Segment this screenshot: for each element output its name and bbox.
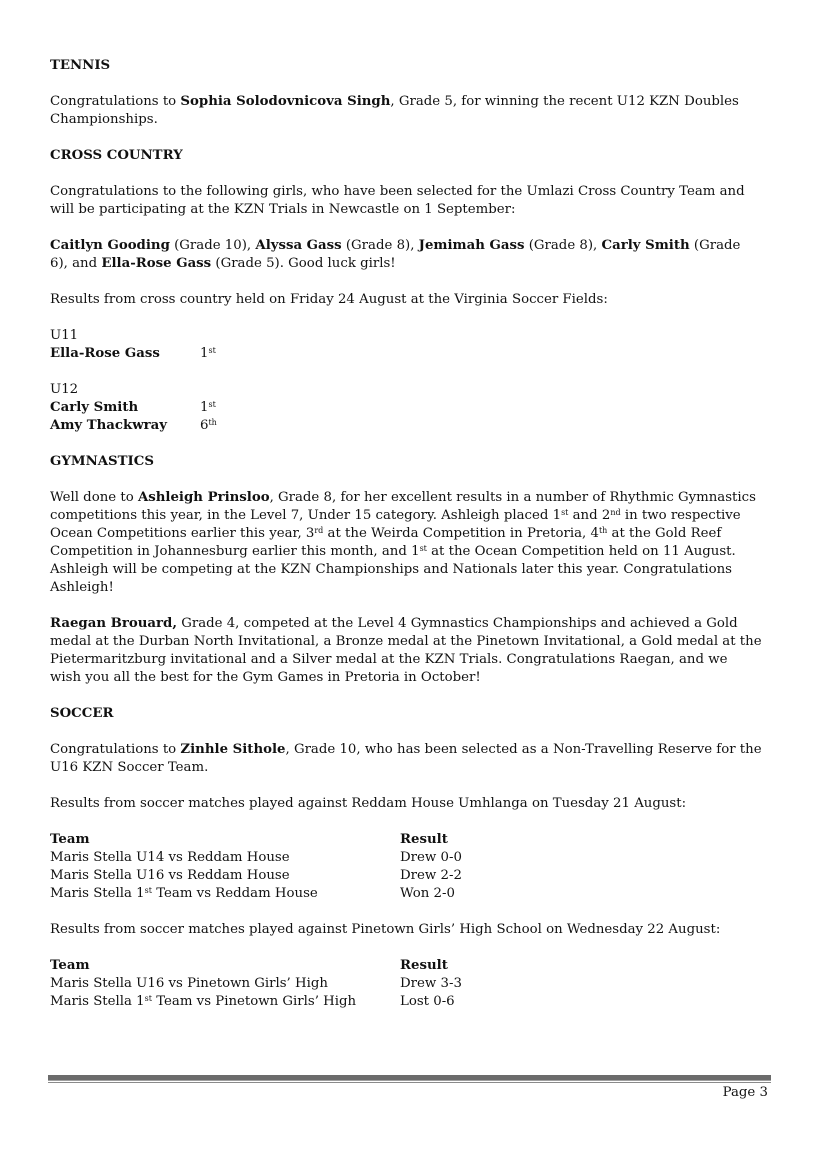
footer-divider <box>48 1075 771 1081</box>
athlete-name: Sophia Solodovnicova Singh <box>180 94 391 109</box>
team-cell <box>50 849 400 867</box>
team-cell <box>50 885 400 903</box>
ordinal-suffix: th <box>598 526 608 535</box>
text: Maris Stella U14 vs Reddam House <box>50 850 290 865</box>
text: in two respective Ocean Competitions earlier this year, 3 <box>50 508 741 541</box>
grade: (Grade 5). Good luck girls! <box>211 256 396 271</box>
position <box>200 399 216 417</box>
page-content <box>50 57 762 1029</box>
ordinal-suffix: st <box>419 544 427 553</box>
result-row <box>50 399 762 417</box>
table-header <box>50 957 762 975</box>
table-row <box>50 975 762 993</box>
result-row <box>50 345 762 363</box>
text: Team vs Reddam House <box>151 886 318 901</box>
cross-country-heading: CROSS COUNTRY <box>50 148 183 163</box>
result-row <box>50 417 762 435</box>
results-u12 <box>50 381 762 435</box>
reddam-intro: Results from soccer matches played against Reddam House Umhlanga on Tuesday 21 August: <box>50 796 687 811</box>
text: , Grade 8, for her excellent results in a number of Rhythmic Gymnastics competitions this year, in the Level 7, Under 15 category. Ashleigh placed 1 <box>50 490 756 523</box>
cross-country-team <box>50 237 762 273</box>
athlete-name: Ashleigh Prinsloo <box>137 490 270 505</box>
text: Grade 4, competed at the Level 4 Gymnastics Championships and achieved a Gold medal at the Durban North Invitational, a Bronze medal at the Pinetown Invitational, a Gold medal at the Pietermaritzburg invitational and a Silver medal at the KZN Trials. Congratulations Raegan, and we wish you all the best for the Gym Games in Pretoria in October! <box>50 616 762 685</box>
ordinal-suffix: st <box>144 994 152 1003</box>
text: Team vs Pinetown Girls’ High <box>151 994 357 1009</box>
text: at the Gold Reef Competition in Johannesburg earlier this month, and 1 <box>50 526 722 559</box>
grade: (Grade 8), <box>524 238 602 253</box>
grade: (Grade 8), <box>341 238 419 253</box>
tennis-paragraph <box>50 93 762 129</box>
position <box>200 417 217 435</box>
position-number: 1 <box>200 346 209 361</box>
position-number: 6 <box>200 418 209 433</box>
result-cell: Drew 3-3 <box>400 976 462 991</box>
athlete-name: Ella-Rose Gass <box>50 346 160 361</box>
position-suffix: st <box>208 400 216 409</box>
age-category: U12 <box>50 382 79 397</box>
text: Congratulations to <box>50 94 181 109</box>
text: Maris Stella U16 vs Reddam House <box>50 868 290 883</box>
cross-country-results-intro: Results from cross country held on Friday 24 August at the Virginia Soccer Fields: <box>50 292 608 307</box>
results-u11 <box>50 327 762 363</box>
team-cell <box>50 867 400 885</box>
text: , Grade 10, who has been selected as a Non-Travelling Reserve for the U16 KZN Soccer Team. <box>50 742 762 775</box>
cross-country-intro: Congratulations to the following girls, who have been selected for the Umlazi Cross Country Team and will be participating at the KZN Trials in Newcastle on 1 September: <box>50 184 745 217</box>
position-suffix: st <box>208 346 216 355</box>
grade: (Grade 6), and <box>50 238 741 271</box>
gymnastics-paragraph-ashleigh <box>50 489 762 597</box>
soccer-heading: SOCCER <box>50 706 114 721</box>
text: , Grade 5, for winning the recent U12 KZN Doubles Championships. <box>50 94 739 127</box>
team-column-header: Team <box>50 958 90 973</box>
ordinal-suffix: rd <box>314 526 324 535</box>
age-category: U11 <box>50 328 79 343</box>
tennis-heading: TENNIS <box>50 58 111 73</box>
gymnastics-paragraph-raegan <box>50 615 762 687</box>
result-cell: Drew 0-0 <box>400 850 462 865</box>
text: Maris Stella 1 <box>50 886 145 901</box>
athlete-name: Alyssa Gass <box>255 238 342 253</box>
athlete-name: Caitlyn Gooding <box>50 238 170 253</box>
ordinal-suffix: st <box>144 886 152 895</box>
table-row <box>50 867 762 885</box>
text: Maris Stella U16 vs Pinetown Girls’ High <box>50 976 328 991</box>
team-cell <box>50 993 400 1011</box>
result-cell: Drew 2-2 <box>400 868 462 883</box>
result-cell: Won 2-0 <box>400 886 455 901</box>
table-row <box>50 993 762 1011</box>
text: at the Weirda Competition in Pretoria, 4 <box>323 526 599 541</box>
reddam-results-table <box>50 831 762 903</box>
text: at the Ocean Competition held on 11 August. Ashleigh will be competing at the KZN Championships and Nationals later this year. Congratulations Ashleigh! <box>50 544 736 595</box>
gymnastics-heading: GYMNASTICS <box>50 454 154 469</box>
text: Maris Stella 1 <box>50 994 145 1009</box>
ordinal-suffix: nd <box>610 508 621 517</box>
text: and 2 <box>568 508 611 523</box>
athlete-name: Raegan Brouard, <box>50 616 177 631</box>
athlete-name: Ella-Rose Gass <box>101 256 212 271</box>
text: Congratulations to <box>50 742 181 757</box>
athlete-name: Amy Thackwray <box>50 418 168 433</box>
text: Well done to <box>50 490 138 505</box>
table-row <box>50 849 762 867</box>
team-column-header: Team <box>50 832 90 847</box>
table-header <box>50 831 762 849</box>
team-cell <box>50 975 400 993</box>
table-row <box>50 885 762 903</box>
ordinal-suffix: st <box>561 508 569 517</box>
result-column-header: Result <box>400 832 448 847</box>
athlete-name: Carly Smith <box>601 238 690 253</box>
footer-divider-thin <box>48 1082 771 1083</box>
soccer-paragraph <box>50 741 762 777</box>
athlete-name: Carly Smith <box>50 400 139 415</box>
grade: (Grade 10), <box>169 238 256 253</box>
athlete-name: Zinhle Sithole <box>180 742 286 757</box>
result-cell: Lost 0-6 <box>400 994 455 1009</box>
athlete-name: Jemimah Gass <box>418 238 525 253</box>
result-column-header: Result <box>400 958 448 973</box>
position-suffix: th <box>208 418 217 427</box>
pinetown-intro: Results from soccer matches played against Pinetown Girls’ High School on Wednesday 22 August: <box>50 922 721 937</box>
pinetown-results-table <box>50 957 762 1011</box>
page-number: Page 3 <box>722 1085 768 1100</box>
position <box>200 345 216 363</box>
position-number: 1 <box>200 400 209 415</box>
